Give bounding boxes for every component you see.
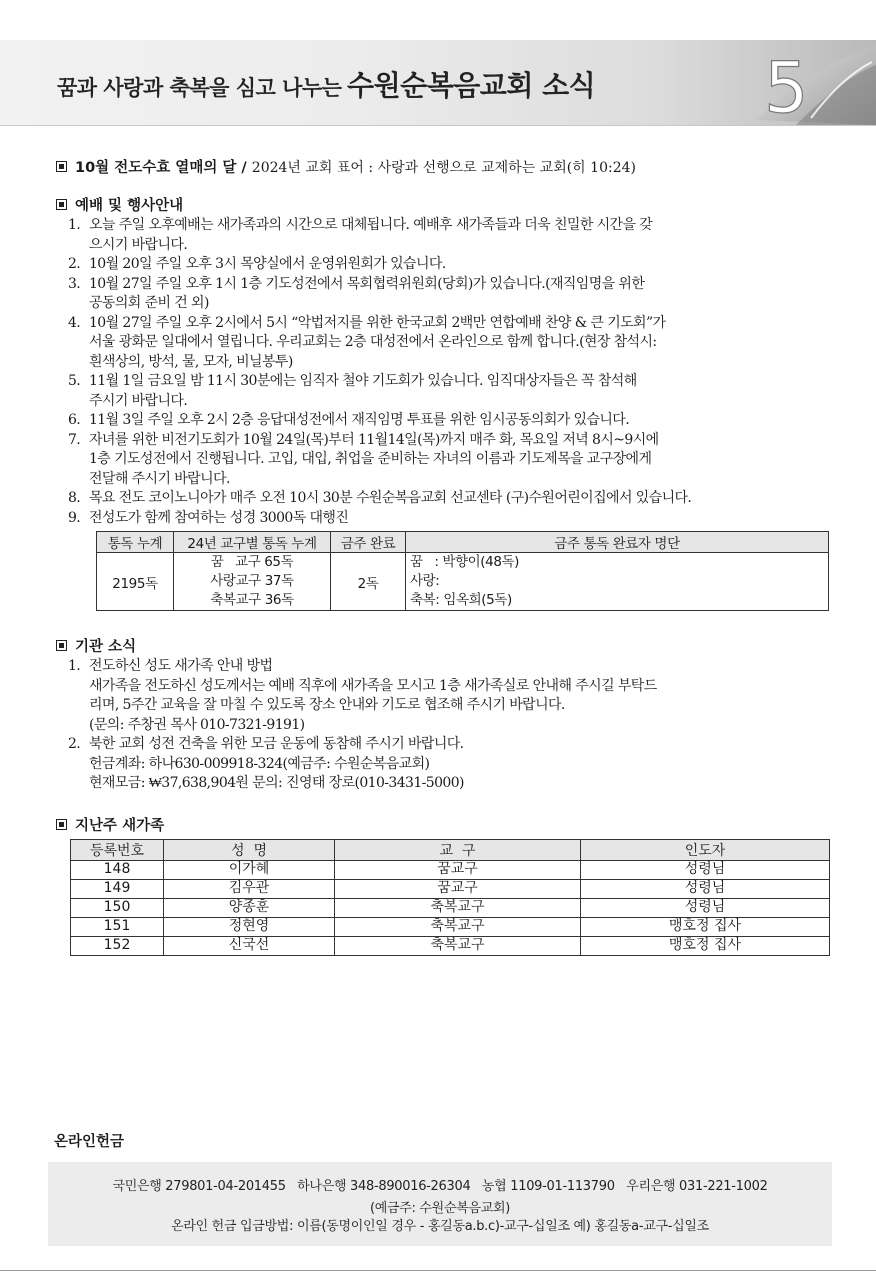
table-header: 금주 통독 완료자 명단 bbox=[406, 532, 829, 553]
item-text: 10월 27일 주일 오후 1시 1층 기도성전에서 목회협력위원회(당회)가 있습니다.(재직임명을 위한 bbox=[89, 275, 645, 292]
table-cell: 축복교구 bbox=[335, 917, 581, 936]
item-number: 3. bbox=[68, 275, 81, 292]
list-item bbox=[68, 431, 836, 490]
bank-accounts: 국민은행 279801-04-201455 하나은행 348-890016-26304 농협 1109-01-113790 우리은행 031-221-1002 bbox=[112, 1179, 768, 1194]
table-header: 통독 누계 bbox=[97, 532, 174, 553]
item-text: 흰색상의, 방석, 물, 모자, 비닐봉투) bbox=[89, 353, 293, 370]
item-text: 10월 27일 주일 오후 2시에서 5시 “악법저지를 위한 한국교회 2백만 연합예배 찬양 & 큰 기도회”가 bbox=[89, 314, 666, 331]
item-number: 1. bbox=[68, 217, 81, 233]
list-item bbox=[68, 216, 836, 255]
title-prefix: 꿈과 사랑과 축복을 심고 나누는 bbox=[57, 76, 342, 100]
list-item bbox=[68, 489, 836, 509]
account-holder: (예금주: 수원순복음교회) bbox=[369, 1201, 511, 1216]
item-text: (문의: 주창권 목사 010-7321-9191) bbox=[89, 716, 305, 733]
item-number: 5. bbox=[68, 373, 81, 389]
item-number: 6. bbox=[68, 412, 81, 428]
item-text: 목요 전도 코이노니아가 매주 오전 10시 30분 수원순복음교회 선교센타 (구)수원어린이집에서 있습니다. bbox=[89, 490, 692, 506]
table-cell: 김우관 bbox=[164, 879, 335, 898]
online-offering-heading bbox=[48, 1130, 124, 1154]
item-text: 전성도가 함께 참여하는 성경 3000독 대행진 bbox=[89, 509, 349, 526]
table-cell: 맹호정 집사 bbox=[581, 917, 830, 936]
page-number-decoration bbox=[686, 40, 876, 125]
table-cell: 151 bbox=[71, 917, 164, 936]
table-cell: 신국선 bbox=[164, 936, 335, 955]
worship-heading-text: 예배 및 행사안내 bbox=[75, 198, 184, 214]
table-header: 성 명 bbox=[164, 839, 335, 860]
item-text: 북한 교회 성전 건축을 위한 모금 운동에 동참해 주시기 바랍니다. bbox=[89, 736, 464, 752]
list-item bbox=[68, 314, 836, 373]
table-cell: 정현영 bbox=[164, 917, 335, 936]
item-text: 새가족을 전도하신 성도께서는 예배 직후에 새가족을 모시고 1층 새가족실로 안내해 주시길 부탁드 bbox=[89, 677, 657, 694]
list-item bbox=[68, 411, 836, 431]
worship-heading bbox=[56, 196, 836, 216]
title-main: 수원순복음교회 소식 bbox=[347, 69, 596, 102]
newfamily-heading bbox=[56, 816, 836, 836]
item-text: 헌금계좌: 하나630-009918-324(예금주: 수원순복음교회) bbox=[89, 755, 430, 772]
table-cell: 성령님 bbox=[581, 860, 830, 879]
item-text: 11월 3일 주일 오후 2시 2층 응답대성전에서 재직임명 투표를 위한 임시공동의회가 있습니다. bbox=[89, 412, 630, 428]
table-cell: 성령님 bbox=[581, 879, 830, 898]
footer-divider bbox=[0, 1270, 876, 1271]
district-count: 꿈 교구 65독 bbox=[210, 554, 294, 570]
completers-list bbox=[406, 553, 829, 611]
church-motto: 2024년 교회 표어 : 사랑과 선행으로 교제하는 교회(히 10:24) bbox=[251, 160, 636, 176]
table-header: 교 구 bbox=[335, 839, 581, 860]
table-row bbox=[97, 553, 829, 611]
table-header: 인도자 bbox=[581, 839, 830, 860]
item-text: 공동의회 준비 건 외) bbox=[89, 295, 209, 311]
completer: 꿈 : 박향이(48독) bbox=[410, 554, 520, 570]
item-text: 1층 기도성전에서 진행됩니다. 고입, 대입, 취업을 준비하는 자녀의 이름과 기도제목을 교구장에게 bbox=[89, 451, 652, 467]
table-cell: 성령님 bbox=[581, 898, 830, 917]
deposit-method: 온라인 헌금 입금방법: 이름(동명이인일 경우 - 홍길동a.b.c)-교구-십일조 예) 홍길동a-교구-십일조 bbox=[171, 1219, 709, 1234]
item-number: 2. bbox=[68, 736, 81, 752]
list-item bbox=[68, 255, 836, 275]
item-text: 주시기 바랍니다. bbox=[89, 392, 188, 409]
bulletin-content bbox=[56, 158, 836, 956]
item-number: 2. bbox=[68, 256, 81, 272]
table-header-row bbox=[97, 532, 829, 553]
item-number: 4. bbox=[68, 314, 81, 331]
item-text: 오늘 주일 오후예배는 새가족과의 시간으로 대체됩니다. 예배후 새가족들과 더욱 친밀한 시간을 갖 bbox=[89, 217, 653, 233]
table-cell: 양종훈 bbox=[164, 898, 335, 917]
table-header: 24년 교구별 통독 누계 bbox=[174, 532, 331, 553]
item-text: 11월 1일 금요일 밤 11시 30분에는 임직자 철야 기도회가 있습니다. 임직대상자들은 꼭 참석해 bbox=[89, 373, 637, 389]
table-row bbox=[71, 860, 830, 879]
week-completed: 2독 bbox=[331, 553, 406, 611]
table-cell: 148 bbox=[71, 860, 164, 879]
page-number: 5 bbox=[764, 47, 809, 125]
item-text: 현재모금: ₩37,638,904원 문의: 진영태 장로(010-3431-5000) bbox=[89, 775, 464, 791]
item-number: 7. bbox=[68, 431, 81, 448]
item-number: 8. bbox=[68, 490, 81, 506]
table-header: 등록번호 bbox=[71, 839, 164, 860]
list-item bbox=[68, 372, 836, 411]
table-row bbox=[71, 917, 830, 936]
item-number: 1. bbox=[68, 658, 81, 674]
list-item bbox=[68, 735, 836, 794]
new-family-table bbox=[70, 839, 830, 956]
table-cell: 꿈교구 bbox=[335, 879, 581, 898]
bible-reading-table bbox=[96, 531, 829, 611]
table-row bbox=[71, 898, 830, 917]
theme-label: 10월 전도수효 열매의 달 / bbox=[75, 160, 247, 176]
header-banner bbox=[0, 40, 876, 126]
list-item bbox=[68, 275, 836, 314]
institution-list bbox=[56, 657, 836, 794]
square-bullet-icon bbox=[56, 640, 67, 651]
table-cell: 맹호정 집사 bbox=[581, 936, 830, 955]
square-bullet-icon bbox=[56, 819, 67, 830]
table-header: 금주 완료 bbox=[331, 532, 406, 553]
theme-heading bbox=[56, 158, 836, 178]
list-item bbox=[68, 509, 836, 529]
item-text: 으시기 바랍니다. bbox=[89, 236, 188, 253]
item-text: 전달해 주시기 바랍니다. bbox=[89, 470, 230, 487]
square-bullet-icon bbox=[56, 199, 67, 210]
page-title bbox=[57, 64, 595, 104]
square-bullet-icon bbox=[56, 161, 67, 172]
district-count: 축복교구 36독 bbox=[210, 592, 294, 608]
online-offering-box bbox=[48, 1162, 832, 1246]
completer: 사랑: bbox=[410, 573, 440, 589]
table-cell: 152 bbox=[71, 936, 164, 955]
newfamily-heading-text: 지난주 새가족 bbox=[75, 817, 165, 834]
item-text: 리며, 5주간 교육을 잘 마칠 수 있도록 장소 안내와 기도로 협조해 주시기 바랍니다. bbox=[89, 697, 565, 713]
total-reading: 2195독 bbox=[97, 553, 174, 611]
table-header-row bbox=[71, 839, 830, 860]
list-item bbox=[68, 657, 836, 735]
item-text: 서울 광화문 일대에서 열립니다. 우리교회는 2층 대성전에서 온라인으로 함께 합니다.(현장 참석시: bbox=[89, 334, 657, 350]
table-cell: 150 bbox=[71, 898, 164, 917]
institution-heading-text: 기관 소식 bbox=[75, 639, 137, 655]
online-heading-text: 온라인헌금 bbox=[54, 1134, 125, 1150]
completer: 축복: 임옥희(5독) bbox=[410, 592, 512, 608]
item-text: 전도하신 성도 새가족 안내 방법 bbox=[89, 658, 273, 674]
institution-heading bbox=[56, 637, 836, 657]
table-row bbox=[71, 879, 830, 898]
item-text: 10월 20일 주일 오후 3시 목양실에서 운영위원회가 있습니다. bbox=[89, 256, 446, 272]
worship-list bbox=[56, 216, 836, 528]
district-counts bbox=[174, 553, 331, 611]
table-cell: 149 bbox=[71, 879, 164, 898]
table-cell: 축복교구 bbox=[335, 936, 581, 955]
table-cell: 꿈교구 bbox=[335, 860, 581, 879]
item-number: 9. bbox=[68, 509, 81, 526]
table-row bbox=[71, 936, 830, 955]
table-cell: 축복교구 bbox=[335, 898, 581, 917]
table-cell: 이가혜 bbox=[164, 860, 335, 879]
item-text: 자녀를 위한 비전기도회가 10월 24일(목)부터 11월14일(목)까지 매주 화, 목요일 저녁 8시~9시에 bbox=[89, 431, 659, 448]
district-count: 사랑교구 37독 bbox=[210, 573, 294, 589]
